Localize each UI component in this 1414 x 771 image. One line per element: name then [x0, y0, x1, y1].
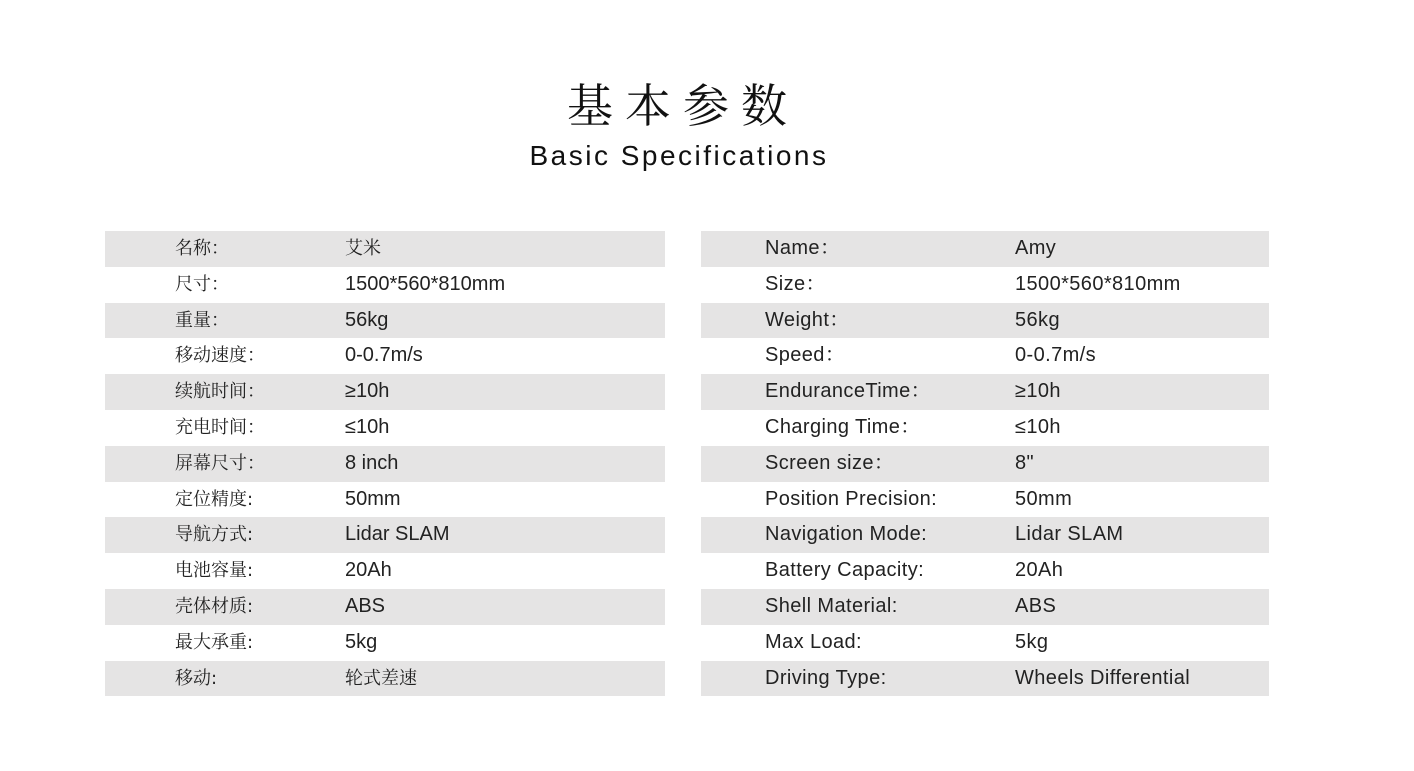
table-row [105, 446, 665, 482]
spec-label: Screen size： [765, 451, 895, 474]
spec-label: Battery Capacity: [765, 559, 925, 582]
spec-value: ≥10h [1015, 380, 1061, 403]
table-row [701, 625, 1269, 661]
spec-value: ABS [345, 594, 386, 617]
spec-value: 1500*560*810mm [1015, 272, 1181, 295]
spec-value: ≤10h [345, 415, 390, 438]
spec-value: 艾米 [345, 238, 381, 259]
table-row [105, 661, 665, 697]
spec-value: 0-0.7m/s [345, 344, 423, 367]
spec-value: 56kg [345, 308, 389, 331]
table-row [105, 267, 665, 303]
spec-value: Amy [1015, 237, 1057, 259]
spec-value: 5kg [345, 630, 378, 653]
spec-value: Wheels Differential [1015, 666, 1191, 689]
spec-label: 重量： [175, 309, 229, 331]
table-row [701, 661, 1269, 697]
table-row [701, 338, 1269, 374]
spec-label: Position Precision: [765, 487, 938, 510]
table-row [701, 410, 1269, 446]
spec-value: ≤10h [1015, 415, 1061, 438]
table-row [701, 267, 1269, 303]
table-row [105, 553, 665, 589]
spec-label: Max Load: [765, 630, 862, 653]
table-row [701, 231, 1269, 267]
spec-label: Navigation Mode: [765, 523, 928, 546]
spec-value: 20Ah [1015, 559, 1064, 582]
table-row [105, 374, 665, 410]
spec-value: 1500*560*810mm [345, 272, 506, 295]
table-row [105, 517, 665, 553]
spec-label: 充电时间： [175, 416, 265, 438]
table-row [701, 303, 1269, 339]
page-title-chinese: 基本参数 [567, 79, 799, 133]
spec-label: 移动速度： [175, 345, 265, 367]
spec-label: 屏幕尺寸： [175, 452, 265, 474]
spec-value: 8 inch [345, 451, 399, 474]
spec-table-chinese [105, 231, 665, 696]
spec-label: Charging Time： [765, 415, 921, 438]
table-row [105, 625, 665, 661]
table-row [701, 374, 1269, 410]
table-row [701, 589, 1269, 625]
spec-value: Lidar SLAM [1015, 523, 1124, 546]
spec-label: 移动: [175, 667, 218, 689]
spec-label: Driving Type: [765, 666, 887, 689]
spec-value: ≥10h [345, 380, 390, 403]
spec-value: 20Ah [345, 559, 392, 582]
spec-label: 续航时间： [175, 381, 265, 403]
spec-label: Shell Material: [765, 594, 898, 617]
spec-label: Weight： [765, 308, 850, 331]
spec-label: Speed： [765, 344, 846, 367]
table-row [105, 589, 665, 625]
page-title-english: Basic Specifications [529, 140, 829, 171]
spec-label: 导航方式: [175, 524, 254, 546]
spec-label: Size： [765, 272, 826, 295]
spec-label: 尺寸： [175, 273, 229, 295]
table-row [105, 410, 665, 446]
spec-table-english [701, 231, 1269, 696]
spec-label: 壳体材质: [175, 595, 254, 617]
spec-value: ABS [1015, 594, 1057, 617]
table-row [701, 482, 1269, 518]
spec-label: 名称： [175, 238, 229, 259]
spec-value: 5kg [1015, 630, 1049, 653]
table-row [105, 231, 665, 267]
spec-value: 50mm [345, 487, 401, 510]
spec-label: Name： [765, 237, 841, 259]
spec-label: 定位精度: [175, 488, 254, 510]
spec-value: 轮式差速 [345, 667, 417, 689]
spec-value: 56kg [1015, 308, 1060, 331]
spec-label: 最大承重: [175, 631, 254, 653]
table-row [701, 517, 1269, 553]
spec-value: 0-0.7m/s [1015, 344, 1097, 367]
spec-value: Lidar SLAM [345, 523, 450, 546]
table-row [105, 303, 665, 339]
spec-value: 50mm [1015, 487, 1073, 510]
table-row [105, 482, 665, 518]
table-row [105, 338, 665, 374]
spec-label: EnduranceTime： [765, 380, 932, 403]
table-row [701, 446, 1269, 482]
spec-value: 8" [1015, 451, 1035, 474]
table-row [701, 553, 1269, 589]
spec-label: 电池容量: [175, 560, 254, 582]
